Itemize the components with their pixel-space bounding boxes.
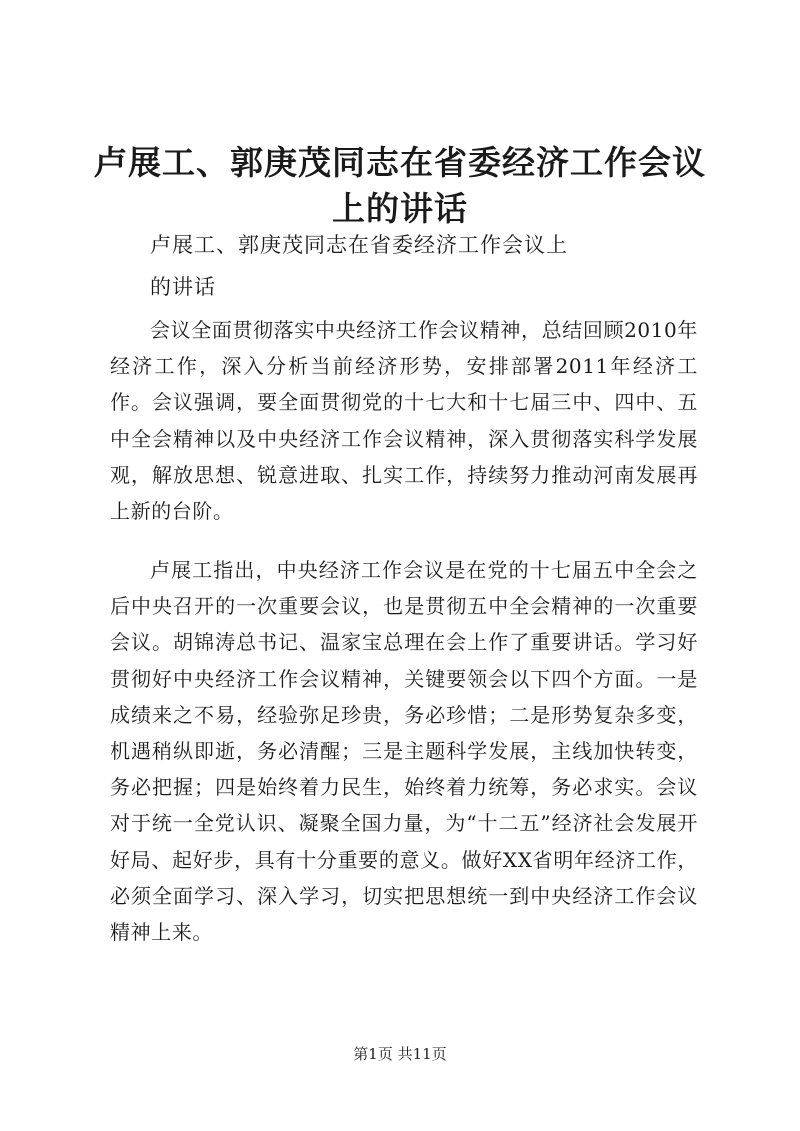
body-paragraph: 会议全面贯彻落实中央经济工作会议精神，总结回顾2010年经济工作，深入分析当前经济形势，安排部署2011年经济工作。会议强调，要全面贯彻党的十七大和十七届三中、四中、五中全会精神以及中央经济工作会议精神，深入贯彻落实科学发展观，解放思想、锐意进取、扎实工作，持续努力推动河南发展再上新的台阶。 <box>110 318 698 524</box>
body-paragraph: 卢展工指出，中央经济工作会议是在党的十七届五中全会之后中央召开的一次重要会议，也是贯彻五中全会精神的一次重要会议。胡锦涛总书记、温家宝总理在会上作了重要讲话。学习好贯彻好中央经济工作会议精神，关键要领会以下四个方面。一是成绩来之不易，经验弥足珍贵，务必珍惜；二是形势复杂多变，机遇稍纵即逝，务必清醒；三是主题科学发展，主线加快转变，务必把握；四是始终着力民生，始终着力统筹，务必求实。会议对于统一全党认识、凝聚全国力量，为“十二五”经济社会发展开好局、起好步，具有十分重要的意义。做好XX省明年经济工作，必须全面学习、深入学习，切实把思想统一到中央经济工作会议精神上来。 <box>110 558 698 945</box>
page-number-footer: 第1页 共11页 <box>353 1045 447 1063</box>
subtitle-line-1: 卢展工、郭庚茂同志在省委经济工作会议上 <box>150 233 568 257</box>
document-title: 卢展工、郭庚茂同志在省委经济工作会议上的讲话 <box>94 143 706 228</box>
subtitle-line-2: 的讲话 <box>150 275 216 299</box>
